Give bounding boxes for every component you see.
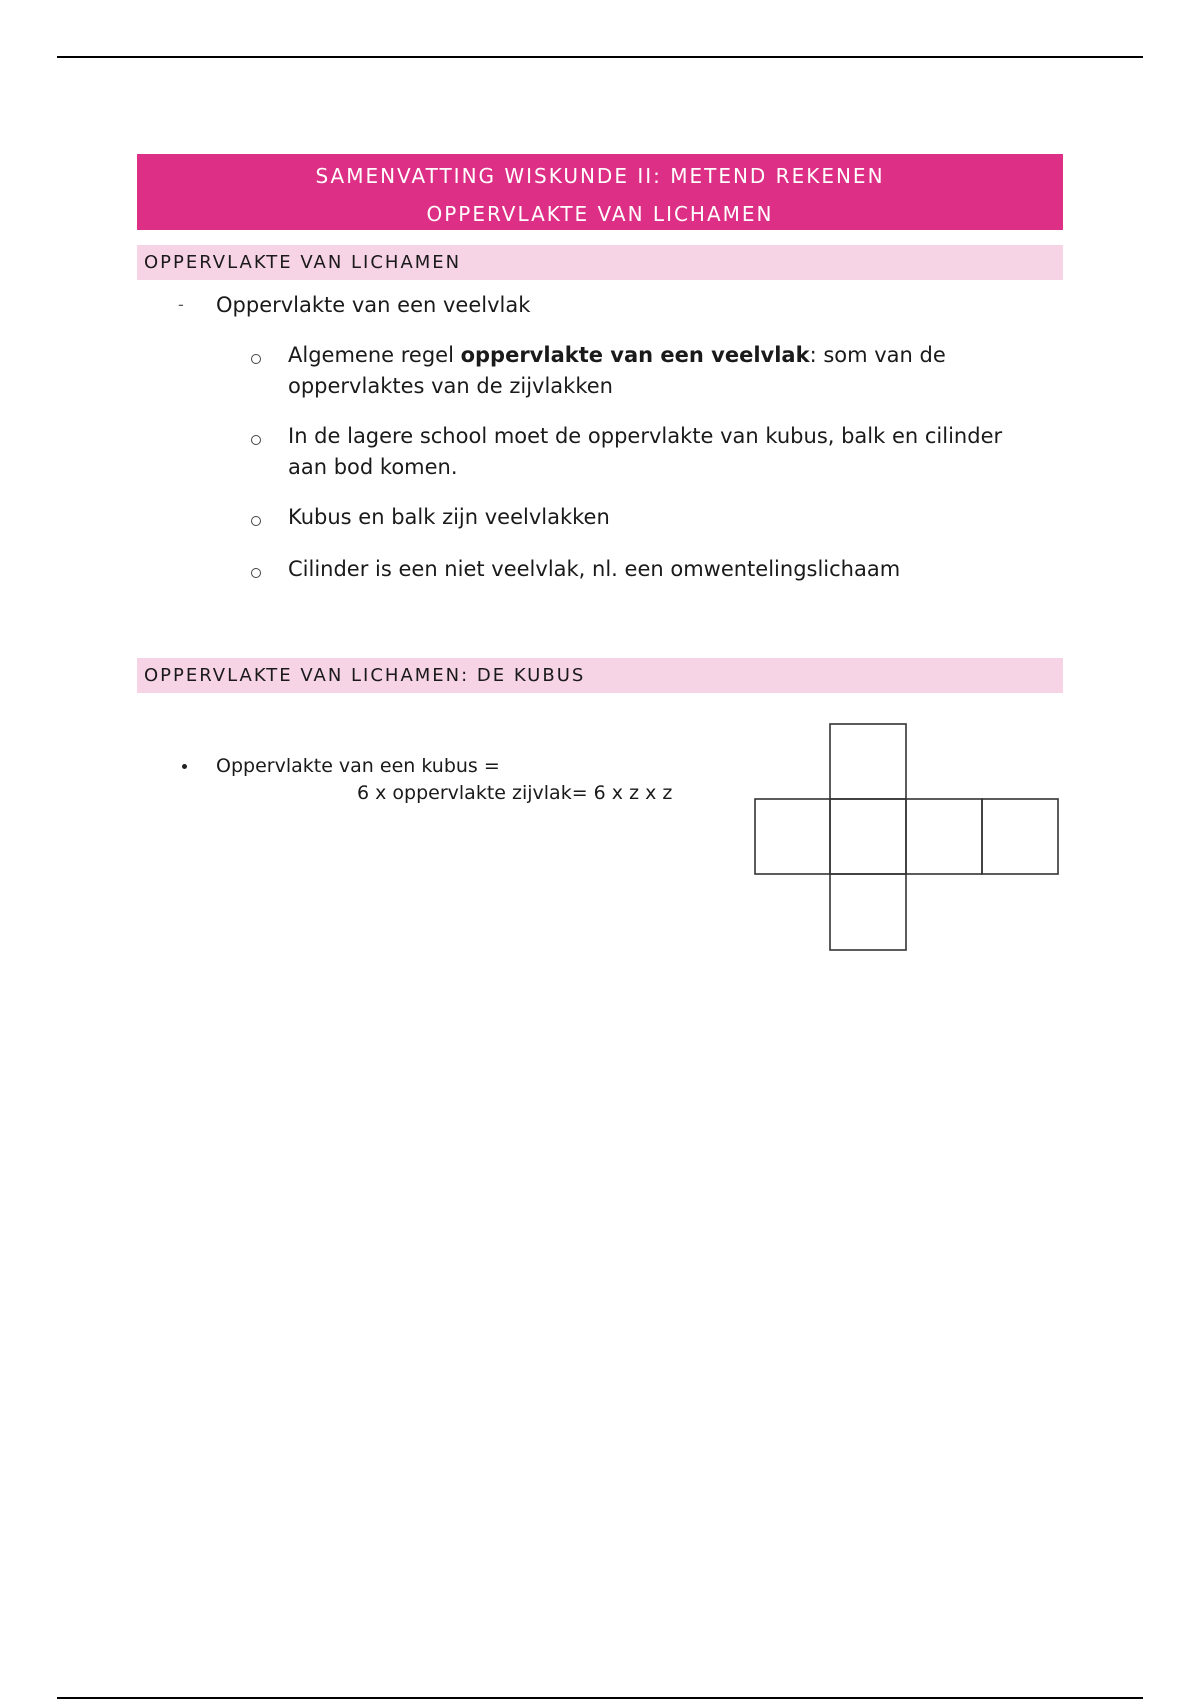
dot-bullet-icon <box>182 764 187 769</box>
cube-net-figure <box>750 720 1062 954</box>
net-face-top <box>830 724 906 799</box>
formula-line-2: 6 x oppervlakte zijvlak= 6 x z x z <box>357 782 673 804</box>
item-text: aan bod komen. <box>288 455 458 479</box>
title-banner <box>137 154 1063 230</box>
item-text: : som van de <box>809 343 946 367</box>
net-face-bottom <box>830 874 906 950</box>
formula-line-1: Oppervlakte van een kubus = <box>216 755 500 777</box>
list-item <box>288 340 946 402</box>
list-item: Cilinder is een niet veelvlak, nl. een omwentelingslichaam <box>288 557 901 581</box>
section-heading-oppervlakte: OPPERVLAKTE VAN LICHAMEN <box>137 245 1063 280</box>
dash-bullet: - <box>178 295 184 314</box>
circle-bullet-icon <box>251 516 261 526</box>
circle-bullet-icon <box>251 354 261 364</box>
top-rule <box>57 56 1143 58</box>
bottom-rule <box>57 1697 1143 1699</box>
item-text: Algemene regel <box>288 343 461 367</box>
item-bold-term: oppervlakte van een veelvlak <box>460 343 810 367</box>
section-heading-kubus: OPPERVLAKTE VAN LICHAMEN: DE KUBUS <box>137 658 1063 693</box>
list-item <box>288 421 1002 483</box>
net-face-right <box>906 799 982 874</box>
list-item: Kubus en balk zijn veelvlakken <box>288 505 610 529</box>
item-text: In de lagere school moet de oppervlakte van kubus, balk en cilinder <box>288 424 1003 448</box>
net-face-left <box>755 799 830 874</box>
document-title: SAMENVATTING WISKUNDE II: METEND REKENEN <box>315 164 885 188</box>
circle-bullet-icon <box>251 568 261 578</box>
item-text: oppervlaktes van de zijvlakken <box>288 374 613 398</box>
circle-bullet-icon <box>251 435 261 445</box>
document-subtitle: OPPERVLAKTE VAN LICHAMEN <box>426 202 774 226</box>
net-face-center <box>830 799 906 874</box>
topic-veelvlak: Oppervlakte van een veelvlak <box>216 293 531 317</box>
net-face-far-right <box>982 799 1058 874</box>
